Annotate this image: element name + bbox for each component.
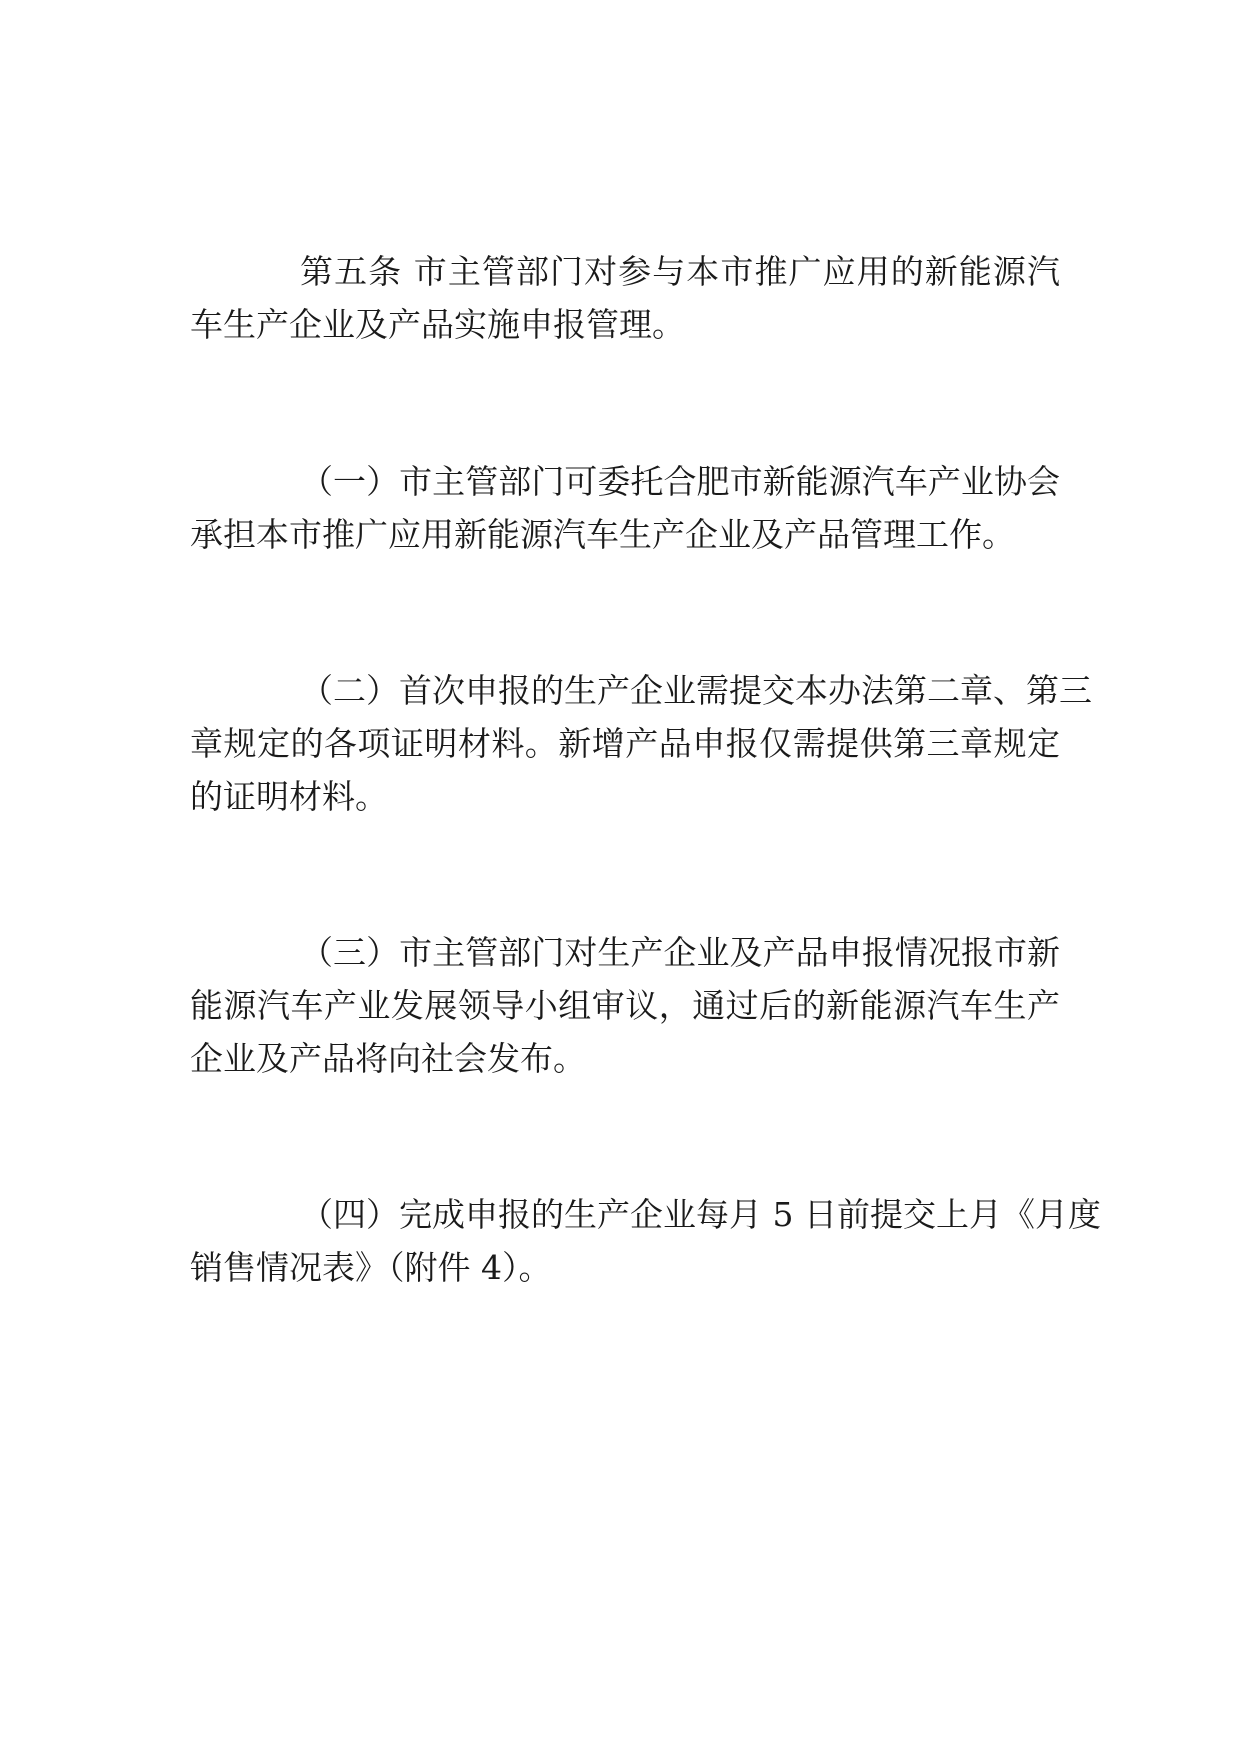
clause-two-line-1: （二）首次申报的生产企业需提交本办法第二章、第三 xyxy=(300,671,1092,710)
clause-two-line-3: 的证明材料。 xyxy=(190,777,388,816)
article-five-line-1: 第五条 市主管部门对参与本市推广应用的新能源汽 xyxy=(300,252,1060,291)
article-five-line-2: 车生产企业及产品实施申报管理。 xyxy=(190,305,685,344)
clause-four-line-1: （四）完成申报的生产企业每月 5 日前提交上月《月度 xyxy=(300,1195,1101,1234)
clause-three-line-2: 能源汽车产业发展领导小组审议，通过后的新能源汽车生产 xyxy=(190,986,1060,1025)
clause-three-line-1: （三）市主管部门对生产企业及产品申报情况报市新 xyxy=(300,933,1060,972)
clause-one-line-2: 承担本市推广应用新能源汽车生产企业及产品管理工作。 xyxy=(190,515,1015,554)
clause-three-line-3: 企业及产品将向社会发布。 xyxy=(190,1039,586,1078)
clause-one-line-1: （一）市主管部门可委托合肥市新能源汽车产业协会 xyxy=(300,462,1060,501)
clause-two-line-2: 章规定的各项证明材料。新增产品申报仅需提供第三章规定 xyxy=(190,724,1060,763)
clause-four-line-2: 销售情况表》（附件 4）。 xyxy=(190,1248,552,1287)
